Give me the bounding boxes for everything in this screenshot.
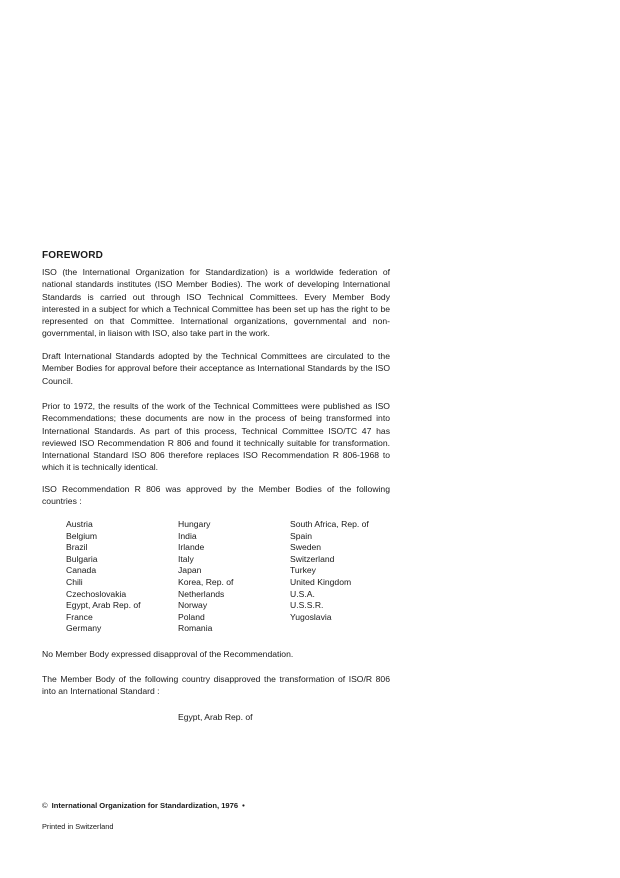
foreword-heading: FOREWORD	[42, 250, 104, 261]
country-item: U.S.A.	[290, 588, 315, 599]
country-item: Austria	[66, 519, 93, 529]
country-item: Turkey	[290, 565, 316, 576]
country-item: Yugoslavia	[290, 611, 332, 622]
countries-column-1	[66, 519, 141, 635]
country-item: United Kingdom	[290, 576, 352, 587]
country-item: Irlande	[178, 542, 205, 553]
bullet-icon: •	[242, 801, 245, 810]
country-item: India	[178, 530, 197, 541]
country-item: Czechoslovakia	[66, 588, 127, 599]
country-item: Spain	[290, 530, 312, 541]
paragraph-disapproval: The Member Body of the following country disapproved the transformation of ISO/R 806 into an International Standard :	[42, 674, 390, 697]
country-item: Norway	[178, 600, 208, 611]
countries-column-2	[178, 519, 233, 635]
paragraph-draft-standards: Draft International Standards adopted by the Technical Committees are circulated to the Member Bodies for approval before their acceptance as International Standards by the ISO Council.	[42, 351, 390, 386]
copyright-icon: ©	[42, 801, 48, 810]
country-item: Egypt, Arab Rep. of	[66, 600, 141, 611]
copyright-line	[42, 801, 245, 810]
country-item: Brazil	[66, 542, 88, 553]
country-item: Korea, Rep. of	[178, 576, 234, 587]
country-item: Switzerland	[290, 553, 335, 564]
disapproving-country: Egypt, Arab Rep. of	[178, 712, 253, 722]
country-item: Belgium	[66, 530, 98, 541]
country-item: Canada	[66, 565, 97, 576]
country-item: Romania	[178, 623, 213, 634]
paragraph-approval-intro: ISO Recommendation R 806 was approved by the Member Bodies of the following countries :	[42, 484, 390, 507]
paragraph-iso-intro: ISO (the International Organization for Standardization) is a worldwide federation of national standards institutes (ISO Member Bodies). The work of developing International Standards is carried out through ISO Technical Committees. Every Member Body interested in a subject for which a Technical Committee has been set up has the right to be represented on that Committee. International organizations, governmental and non-governmental, in liaison with ISO, also take part in the work.	[42, 267, 390, 339]
countries-column-3	[290, 519, 369, 623]
country-item: Japan	[178, 565, 202, 576]
country-item: U.S.S.R.	[290, 600, 324, 611]
country-item: Hungary	[178, 519, 211, 529]
country-item: Germany	[66, 623, 102, 634]
country-item: Poland	[178, 611, 205, 622]
printed-in-text: Printed in Switzerland	[42, 822, 114, 831]
country-item: Sweden	[290, 542, 322, 553]
country-item: Italy	[178, 553, 194, 564]
paragraph-no-disapproval: No Member Body expressed disapproval of the Recommendation.	[42, 649, 294, 659]
country-item: Netherlands	[178, 588, 225, 599]
country-item: Bulgaria	[66, 553, 98, 564]
paragraph-transformation: Prior to 1972, the results of the work of the Technical Committees were published as ISO Recommendations; these documents are now in the process of being transformed into International Standards. As part of this process, Technical Committee ISO/TC 47 has reviewed ISO Recommendation R 806 and found it technically suitable for transformation. International Standard ISO 806 therefore replaces ISO Recommendation R 806-1968 to which it is technically identical.	[42, 401, 390, 473]
country-item: Chili	[66, 576, 83, 587]
country-item: South Africa, Rep. of	[290, 519, 369, 529]
country-item: France	[66, 611, 93, 622]
copyright-text: International Organization for Standardization, 1976	[51, 801, 239, 810]
